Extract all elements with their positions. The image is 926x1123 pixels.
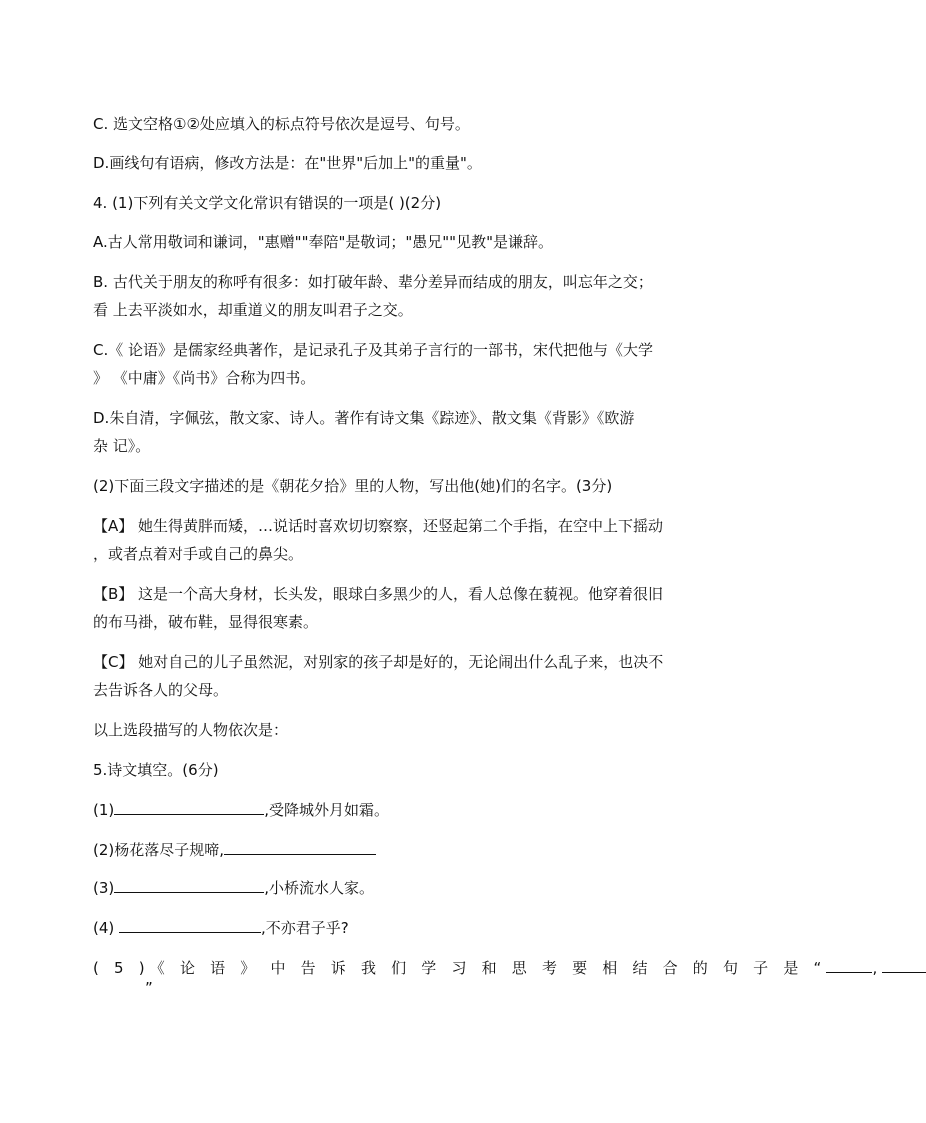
q4-option-b-line2: 看 上去平淡如水，却重道义的朋友叫君子之交。 bbox=[93, 301, 413, 319]
fill-5-blank-a[interactable] bbox=[826, 958, 872, 973]
q4-option-b-line1: B. 古代关于朋友的称呼有很多：如打破年龄、辈分差异而结成的朋友，叫忘年之交； bbox=[93, 273, 653, 291]
option-c-line: C. 选文空格①②处应填入的标点符号依次是逗号、句号。 bbox=[93, 115, 470, 133]
question-5-title: 5.诗文填空。(6分) bbox=[93, 761, 219, 779]
fill-1-suffix: ,受降城外月如霜。 bbox=[264, 801, 390, 819]
q4-option-d-line2: 杂 记》。 bbox=[93, 437, 151, 455]
passage-a-line2: ，或者点着对手或自己的鼻尖。 bbox=[93, 545, 304, 563]
passage-b-line2: 的布马褂，破布鞋，显得很寒素。 bbox=[93, 613, 319, 631]
fill-4-prefix: (4) bbox=[93, 919, 120, 937]
fill-3-prefix: (3) bbox=[93, 879, 115, 897]
passage-a-line1: 【A】 她生得黄胖而矮，…说话时喜欢切切察察，还竖起第二个手指，在空中上下摇动 bbox=[93, 517, 664, 535]
fill-item-1 bbox=[93, 800, 703, 820]
fill-2-prefix: (2)杨花落尽子规啼, bbox=[93, 841, 225, 859]
q4-option-c-line1: C.《 论语》是儒家经典著作，是记录孔子及其弟子言行的一部书，宋代把他与《大学 bbox=[93, 341, 654, 359]
fill-item-3 bbox=[93, 878, 703, 898]
fill-2-blank[interactable] bbox=[224, 840, 376, 855]
passage-c-line1: 【C】 她对自己的儿子虽然泥，对别家的孩子却是好的，无论闹出什么乱子来，也决不 bbox=[93, 653, 664, 671]
fill-3-blank[interactable] bbox=[114, 878, 264, 893]
fill-item-5 bbox=[93, 958, 883, 978]
fill-5-comma: , bbox=[872, 959, 883, 977]
question-4-title: 4. (1)下列有关文学文化常识有错误的一项是( )(2分) bbox=[93, 194, 442, 212]
q4-option-c-line2: 》 《中庸》《尚书》合称为四书。 bbox=[93, 369, 316, 387]
character-order-prompt: 以上选段描写的人物依次是： bbox=[93, 721, 289, 739]
q4-option-d-line1: D.朱自清，字佩弦，散文家、诗人。著作有诗文集《踪迹》、散文集《背影》《欧游 bbox=[93, 409, 635, 427]
fill-5-blank-c[interactable] bbox=[93, 978, 145, 993]
fill-4-suffix: ,不亦君子乎? bbox=[261, 919, 349, 937]
fill-5-blank-b[interactable] bbox=[882, 958, 926, 973]
fill-3-suffix: ,小桥流水人家。 bbox=[264, 879, 375, 897]
fill-5-close-quote: ” bbox=[145, 979, 153, 997]
fill-item-2 bbox=[93, 840, 703, 860]
fill-4-blank[interactable] bbox=[119, 918, 261, 933]
fill-item-4 bbox=[93, 918, 703, 938]
fill-1-prefix: (1) bbox=[93, 801, 115, 819]
q4-option-a: A.古人常用敬词和谦词，"惠赠""奉陪"是敬词；"愚兄""见教"是谦辞。 bbox=[93, 233, 553, 251]
passage-c-line2: 去告诉各人的父母。 bbox=[93, 681, 229, 699]
option-d-line: D.画线句有语病，修改方法是：在"世界"后加上"的重量"。 bbox=[93, 154, 482, 172]
question-4-part-2: (2)下面三段文字描述的是《朝花夕拾》里的人物，写出他(她)们的名字。(3分) bbox=[93, 477, 613, 495]
fill-item-5-continuation bbox=[93, 978, 703, 998]
fill-1-blank[interactable] bbox=[114, 800, 264, 815]
passage-b-line1: 【B】 这是一个高大身材，长头发，眼球白多黑少的人，看人总像在藐视。他穿着很旧 bbox=[93, 585, 664, 603]
fill-5-prefix: ( 5 )《 论 语 》 中 告 诉 我 们 学 习 和 思 考 要 相 结 合 的 句 子 是 “ bbox=[93, 959, 827, 977]
